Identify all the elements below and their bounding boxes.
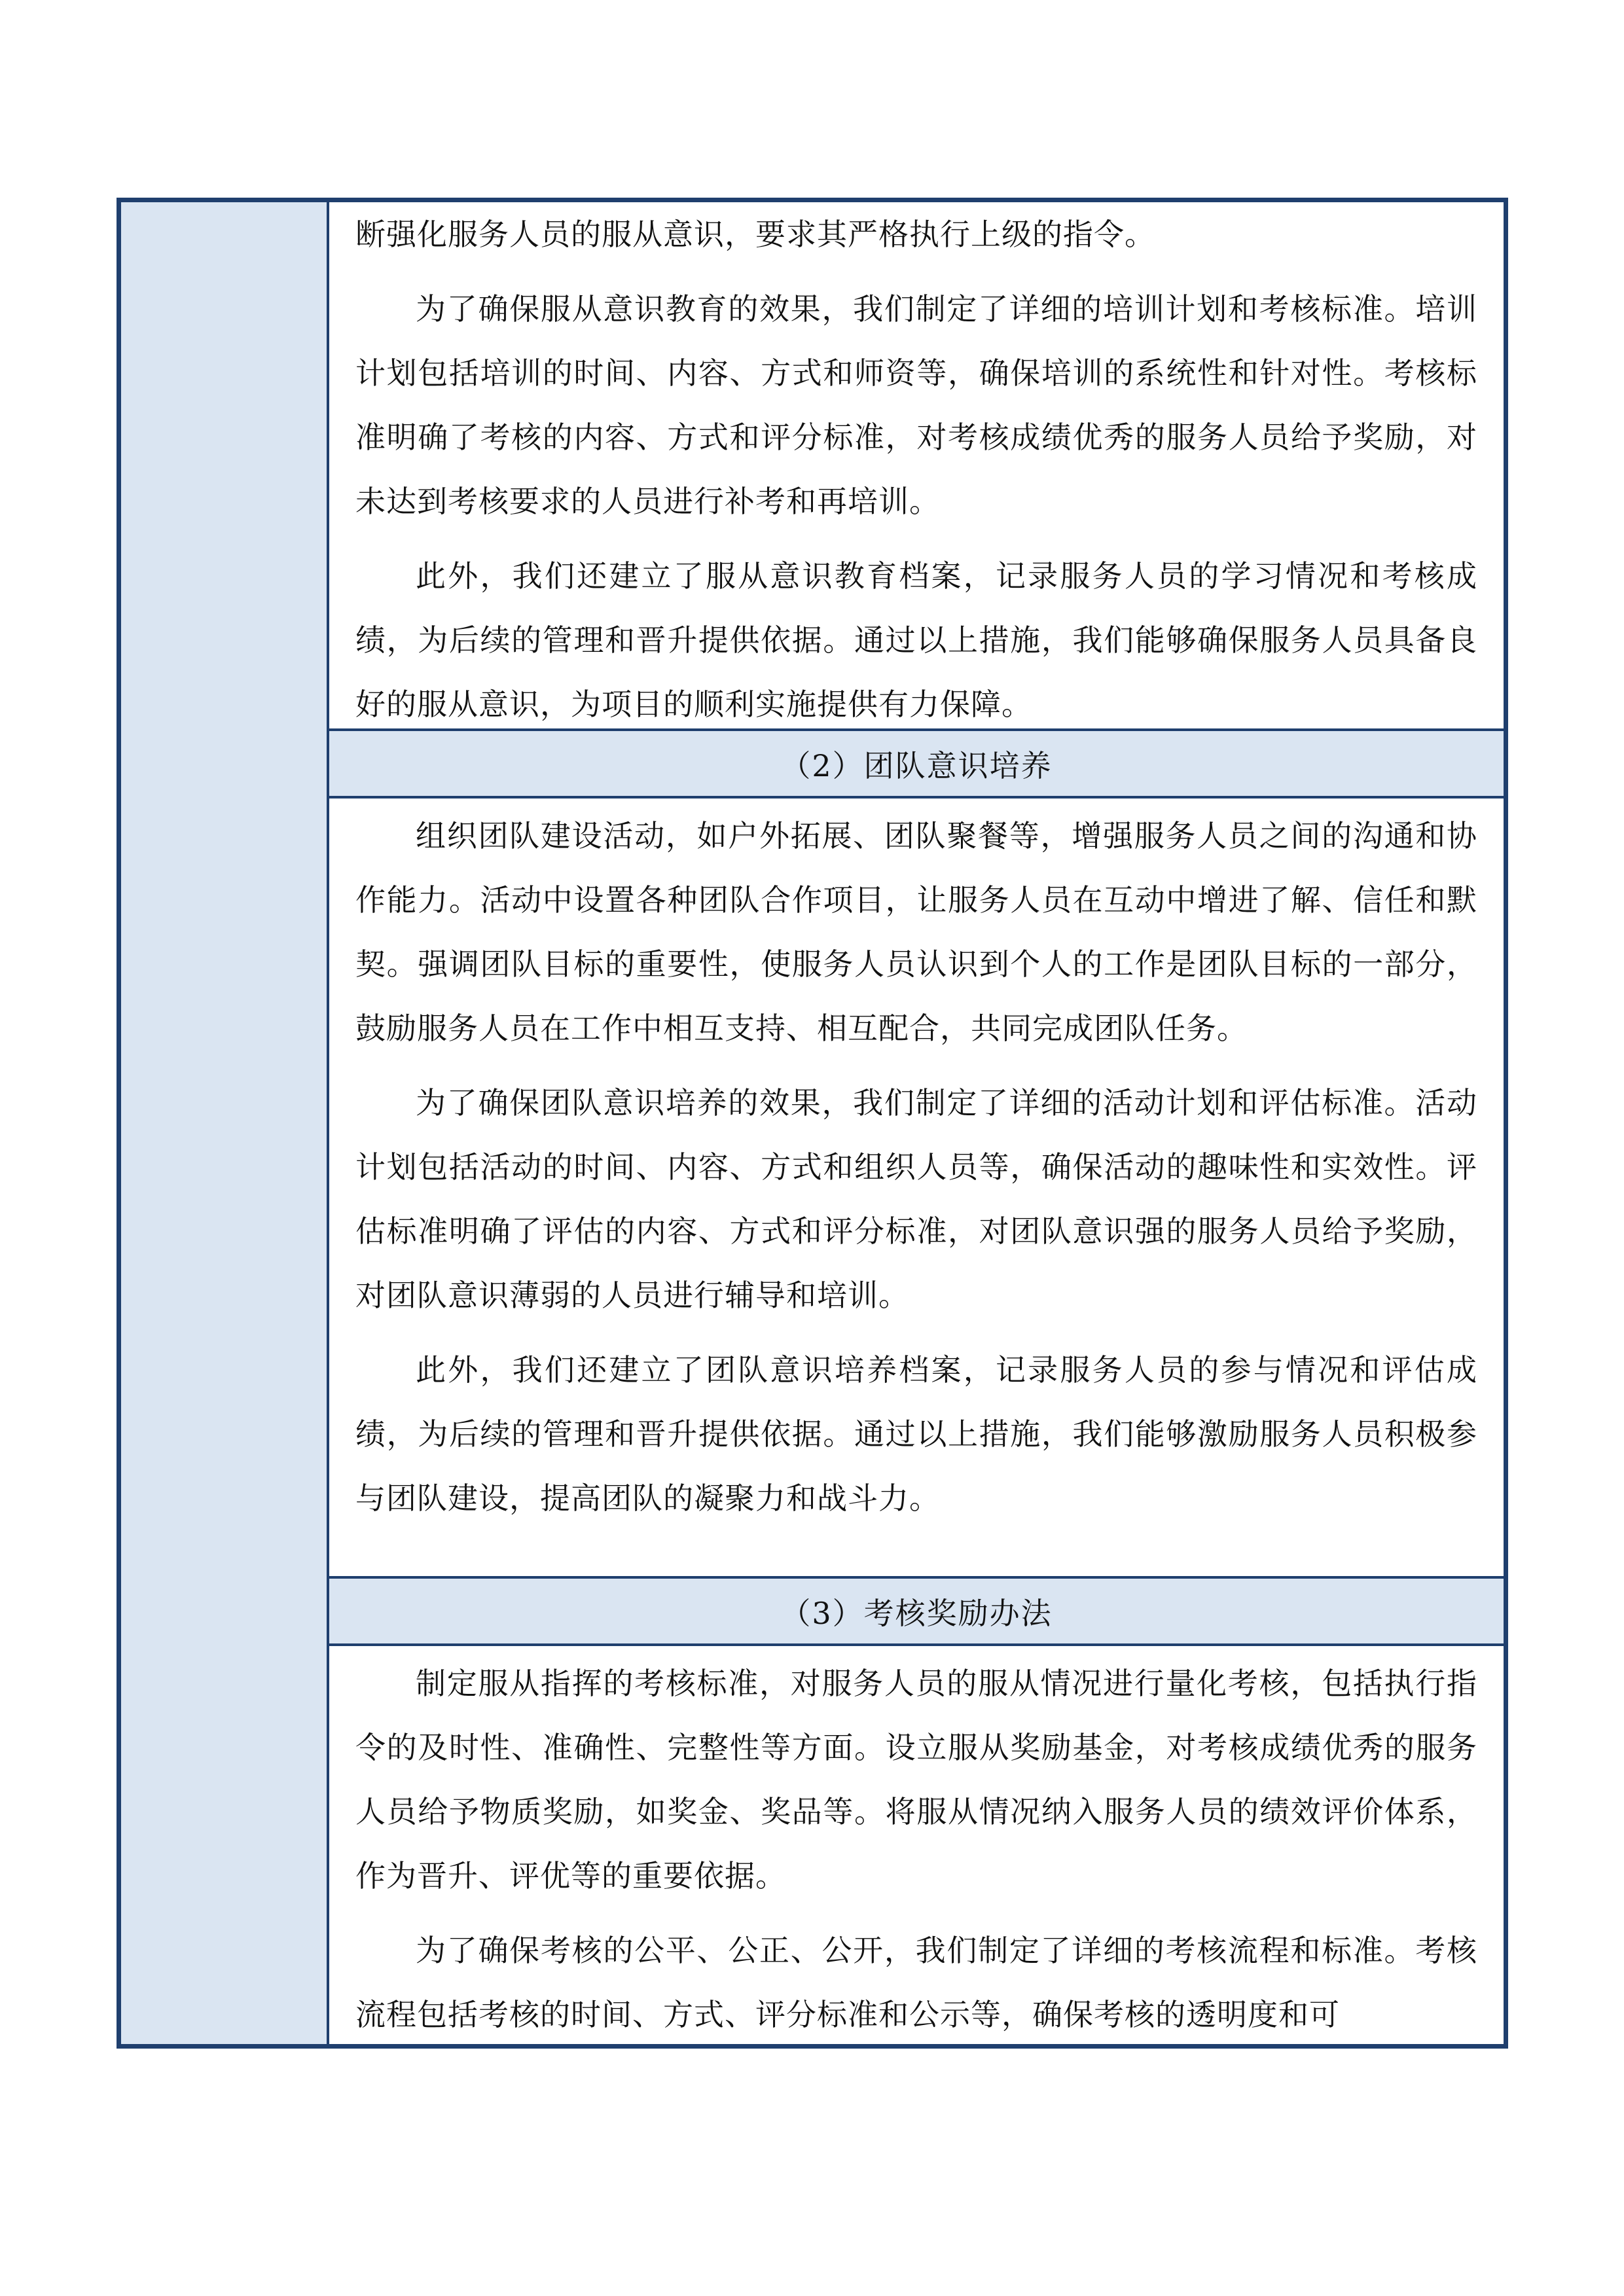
reward-paragraph-1: 制定服从指挥的考核标准，对服务人员的服从情况进行量化考核，包括执行指令的及时性、准确性、完整性等方面。设立服从奖励基金，对考核成绩优秀的服务人员给予物质奖励，如奖金、奖品等。将服从情况纳入服务人员的绩效评价体系，作为晋升、评优等的重要依据。 <box>355 1666 1477 1894</box>
intro-paragraph-2: 为了确保服从意识教育的效果，我们制定了详细的培训计划和考核标准。培训计划包括培训的时间、内容、方式和师资等，确保培训的系统性和针对性。考核标准明确了考核的内容、方式和评分标准，对考核成绩优秀的服务人员给予奖励，对未达到考核要求的人员进行补考和再培训。 <box>355 291 1477 519</box>
reward-paragraph-2: 为了确保考核的公平、公正、公开，我们制定了详细的考核流程和标准。考核流程包括考核的时间、方式、评分标准和公示等，确保考核的透明度和可 <box>355 1933 1477 2033</box>
team-paragraph-1: 组织团队建设活动，如户外拓展、团队聚餐等，增强服务人员之间的沟通和协作能力。活动中设置各种团队合作项目，让服务人员在互动中增进了解、信任和默契。强调团队目标的重要性，使服务人员认识到个人的工作是团队目标的一部分，鼓励服务人员在工作中相互支持、相互配合，共同完成团队任务。 <box>355 818 1477 1047</box>
team-paragraph-3: 此外，我们还建立了团队意识培养档案，记录服务人员的参与情况和评估成绩，为后续的管理和晋升提供依据。通过以上措施，我们能够激励服务人员积极参与团队建设，提高团队的凝聚力和战斗力。 <box>355 1352 1477 1516</box>
section-header-team: （2）团队意识培养 <box>329 728 1504 798</box>
reward-cell <box>329 1646 1504 2044</box>
section-header-reward: （3）考核奖励办法 <box>329 1576 1504 1646</box>
table-label-column <box>121 202 329 2044</box>
intro-paragraph-3: 此外，我们还建立了服从意识教育档案，记录服务人员的学习情况和考核成绩，为后续的管理和晋升提供依据。通过以上措施，我们能够确保服务人员具备良好的服从意识，为项目的顺利实施提供有力保障。 <box>355 558 1477 722</box>
table-content-column <box>329 202 1504 2044</box>
content-table <box>117 198 1508 2049</box>
team-paragraph-2: 为了确保团队意识培养的效果，我们制定了详细的活动计划和评估标准。活动计划包括活动的时间、内容、方式和组织人员等，确保活动的趣味性和实效性。评估标准明确了评估的内容、方式和评分标准，对团队意识强的服务人员给予奖励，对团队意识薄弱的人员进行辅导和培训。 <box>355 1085 1477 1314</box>
intro-cell <box>329 202 1504 728</box>
team-cell <box>329 798 1504 1576</box>
intro-paragraph-1: 断强化服务人员的服从意识，要求其严格执行上级的指令。 <box>355 217 1155 252</box>
